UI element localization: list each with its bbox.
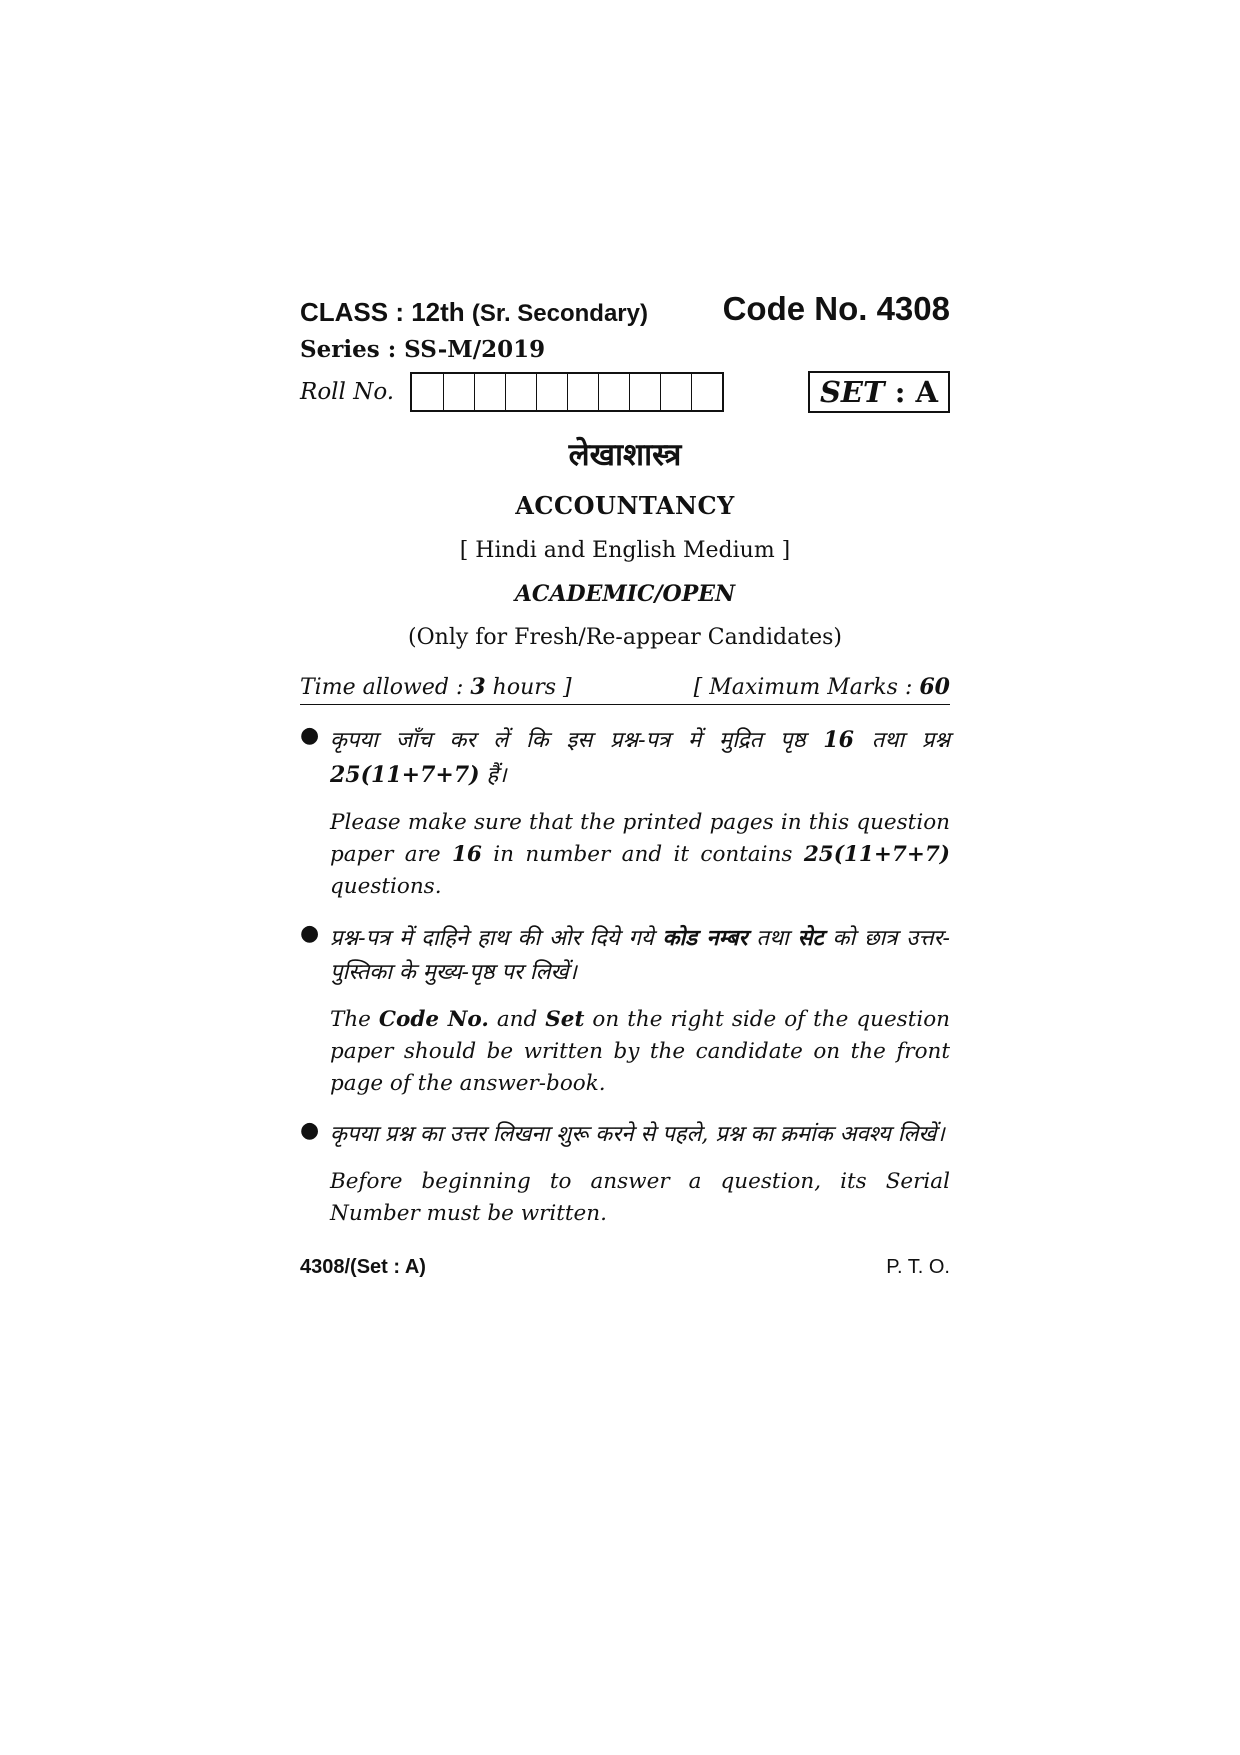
bullet-icon: ●	[300, 921, 320, 946]
instruction-bold: Code No.	[378, 1007, 489, 1032]
time-marks-row	[300, 674, 950, 705]
instruction-text: questions.	[330, 874, 442, 899]
instruction-text: प्रश्न-पत्र में दाहिने हाथ की ओर दिये गये	[330, 926, 663, 951]
instruction-bold: सेट	[797, 925, 824, 951]
roll-set-row	[300, 371, 950, 413]
bullet-icon: ●	[300, 723, 320, 748]
roll-digit-box[interactable]	[598, 374, 629, 410]
class-code-row	[300, 290, 950, 328]
roll-digit-box[interactable]	[412, 374, 443, 410]
time-value: 3	[470, 674, 486, 700]
set-badge	[808, 371, 950, 413]
instruction-hindi: कृपया प्रश्न का उत्तर लिखना शुरू करने से पहले, प्रश्न का क्रमांक अवश्य लिखें।	[330, 1122, 945, 1147]
instruction-item	[300, 723, 950, 793]
roll-digit-box[interactable]	[691, 374, 722, 410]
roll-digit-box[interactable]	[505, 374, 536, 410]
maximum-marks	[694, 674, 950, 700]
series-label: Series : SS-M/2019	[300, 336, 546, 363]
hindi-subject-title: लेखाशास्त्र	[568, 437, 682, 473]
set-prefix: SET	[819, 375, 885, 409]
time-prefix: Time allowed :	[300, 675, 471, 700]
bullet-icon: ●	[300, 1118, 320, 1143]
page-footer	[300, 1256, 950, 1279]
roll-label: Roll No.	[300, 379, 395, 405]
instruction-text: तथा प्रश्न	[853, 728, 950, 753]
instruction-hindi	[330, 723, 950, 793]
instruction-text: and	[488, 1007, 546, 1032]
set-value: : A	[884, 375, 938, 409]
instruction-item	[300, 921, 950, 990]
roll-digit-box[interactable]	[629, 374, 660, 410]
class-detail: (Sr. Secondary)	[471, 300, 648, 327]
instruction-text: on the right side of the question paper should be written by the candidate on the front page of the answer-book.	[330, 1007, 951, 1096]
instruction-english: Before beginning to answer a question, its Serial Number must be written.	[330, 1169, 950, 1226]
class-name: CLASS : 12th	[300, 297, 465, 327]
stream-label: ACADEMIC/OPEN	[514, 581, 736, 607]
instruction-bold: Set	[545, 1007, 585, 1032]
roll-digit-box[interactable]	[660, 374, 691, 410]
roll-number-block	[300, 372, 724, 412]
instruction-hindi	[330, 921, 950, 990]
code-number: Code No. 4308	[722, 290, 950, 327]
instruction-text: हैं।	[479, 763, 507, 788]
instruction-english	[330, 1004, 950, 1100]
roll-digit-box[interactable]	[443, 374, 474, 410]
marks-value: 60	[919, 674, 950, 700]
instruction-bold: 25(11+7+7)	[803, 842, 950, 867]
roll-digit-box[interactable]	[536, 374, 567, 410]
roll-digit-box[interactable]	[567, 374, 598, 410]
exam-cover-page	[300, 290, 950, 1279]
instruction-english	[330, 807, 950, 903]
instruction-text: The	[330, 1007, 379, 1032]
footer-code: 4308/(Set : A)	[300, 1256, 426, 1278]
roll-digit-box[interactable]	[474, 374, 505, 410]
time-allowed	[300, 674, 572, 700]
marks-prefix: [ Maximum Marks :	[693, 675, 920, 700]
subject-title: ACCOUNTANCY	[515, 491, 735, 520]
instruction-text: को छात्र उत्तर-पुस्तिका के मुख्य-पृष्ठ पर लिखें।	[330, 926, 950, 985]
class-label	[300, 297, 648, 328]
instruction-bold: कोड नम्बर	[662, 925, 748, 951]
instruction-bold: 25(11+7+7)	[330, 762, 480, 788]
instruction-bold: 16	[451, 842, 482, 867]
instruction-item	[300, 1118, 950, 1152]
roll-number-boxes[interactable]	[410, 372, 724, 412]
footer-pto: P. T. O.	[886, 1256, 950, 1278]
instruction-text: तथा	[747, 926, 798, 951]
time-suffix: hours ]	[485, 675, 572, 700]
instruction-text: Please make sure that the printed pages in this question paper are	[330, 810, 950, 867]
candidates-note: (Only for Fresh/Re-appear Candidates)	[408, 625, 842, 650]
instruction-text: in number and it contains	[481, 842, 804, 867]
instruction-bold: 16	[823, 727, 854, 753]
medium-note: [ Hindi and English Medium ]	[459, 538, 791, 563]
instruction-text: कृपया जाँच कर लें कि इस प्रश्न-पत्र में मुद्रित पृष्ठ	[330, 728, 824, 753]
